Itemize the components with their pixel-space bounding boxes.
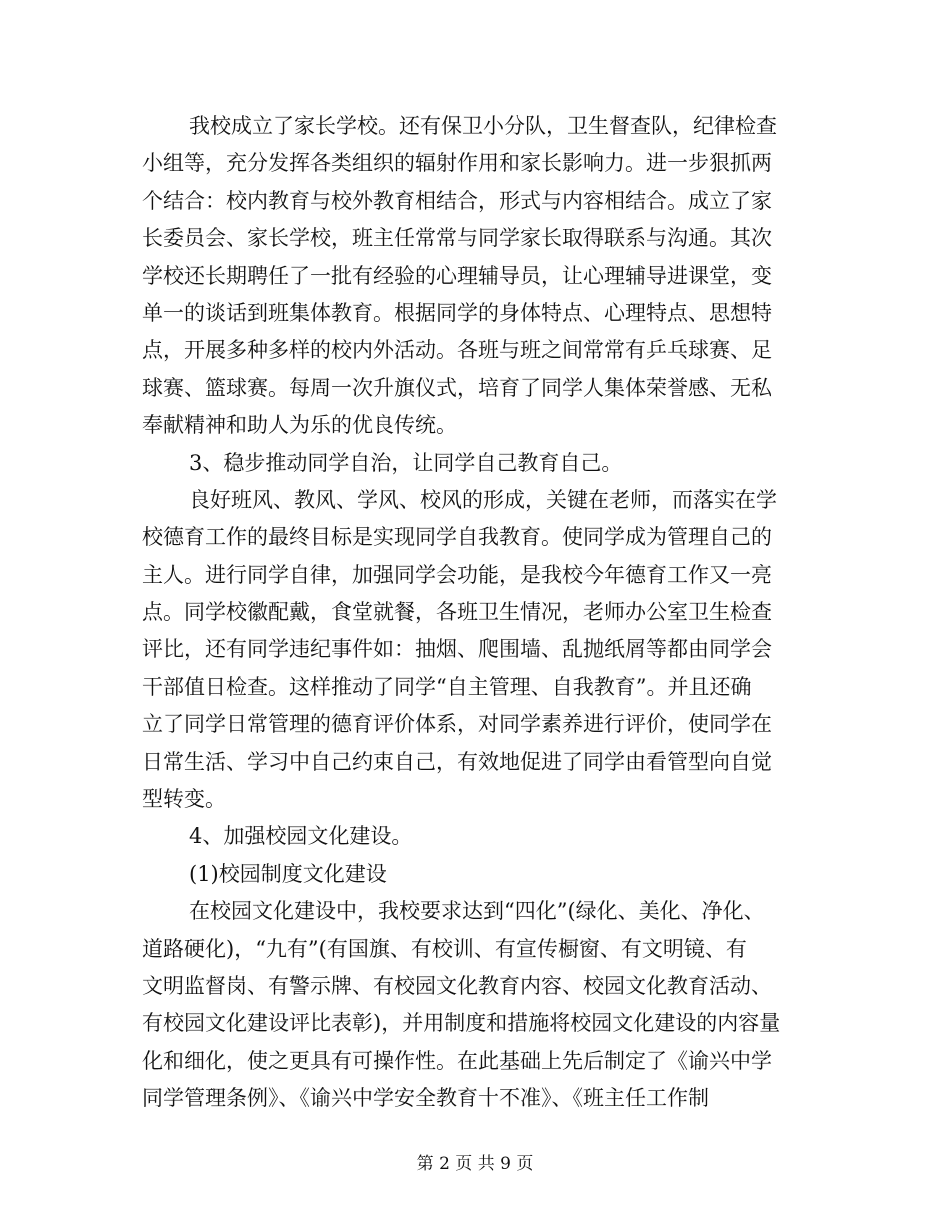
paragraph-line: 良好班风、教风、学风、校风的形成，关键在老师，而落实在学 [189, 487, 777, 512]
paragraph-line: 点。同学校徽配戴，食堂就餐，各班卫生情况，老师办公室卫生检查 [142, 600, 772, 625]
page-number-footer: 第 2 页 共 9 页 [416, 1154, 534, 1174]
paragraph-line: 文明监督岗、有警示牌、有校园文化教育内容、校园文化教育活动、 [142, 973, 772, 998]
paragraph-line: 道路硬化)，“九有”(有国旗、有校训、有宣传橱窗、有文明镜、有 [142, 936, 747, 961]
paragraph-line: 主人。进行同学自律，加强同学会功能，是我校今年德育工作又一亮 [142, 562, 772, 587]
paragraph-line: 球赛、篮球赛。每周一次升旗仪式，培育了同学人集体荣誉感、无私 [142, 375, 772, 400]
section-heading: 3、稳步推动同学自治，让同学自己教育自己。 [189, 450, 623, 475]
paragraph-line: 单一的谈话到班集体教育。根据同学的身体特点、心理特点、思想特 [142, 300, 772, 325]
subsection-heading: (1)校园制度文化建设 [189, 861, 387, 886]
paragraph-line: 评比，还有同学违纪事件如：抽烟、爬围墙、乱抛纸屑等都由同学会 [142, 637, 772, 662]
paragraph-line: 学校还长期聘任了一批有经验的心理辅导员，让心理辅导进课堂，变 [142, 263, 772, 288]
paragraph-line: 奉献精神和助人为乐的优良传统。 [142, 413, 457, 438]
document-body [142, 108, 812, 1118]
paragraph-line: 化和细化，使之更具有可操作性。在此基础上先后制定了《谕兴中学 [142, 1048, 772, 1073]
section-heading: 4、加强校园文化建设。 [189, 824, 413, 849]
paragraph-line: 在校园文化建设中，我校要求达到“四化”(绿化、美化、净化、 [189, 899, 765, 924]
paragraph-line: 干部值日检查。这样推动了同学“自主管理、自我教育”。并且还确 [142, 674, 752, 699]
paragraph-line: 型转变。 [142, 787, 226, 812]
paragraph-line: 立了同学日常管理的德育评价体系，对同学素养进行评价，使同学在 [142, 712, 772, 737]
paragraph-line: 小组等，充分发挥各类组织的辐射作用和家长影响力。进一步狠抓两 [142, 151, 772, 176]
paragraph-line: 个结合：校内教育与校外教育相结合，形式与内容相结合。成立了家 [142, 188, 772, 213]
paragraph-line: 同学管理条例》、《谕兴中学安全教育十不准》、《班主任工作制 [142, 1086, 709, 1111]
paragraph-line: 有校园文化建设评比表彰)，并用制度和措施将校园文化建设的内容量 [142, 1011, 781, 1036]
paragraph-line: 校德育工作的最终目标是实现同学自我教育。使同学成为管理自己的 [142, 525, 772, 550]
paragraph-line: 我校成立了家长学校。还有保卫小分队，卫生督查队，纪律检查 [189, 114, 777, 138]
paragraph-line: 日常生活、学习中自己约束自己，有效地促进了同学由看管型向自觉 [142, 749, 772, 774]
paragraph-line: 长委员会、家长学校，班主任常常与同学家长取得联系与沟通。其次 [142, 226, 772, 251]
paragraph-line: 点，开展多种多样的校内外活动。各班与班之间常常有乒乓球赛、足 [142, 338, 772, 363]
